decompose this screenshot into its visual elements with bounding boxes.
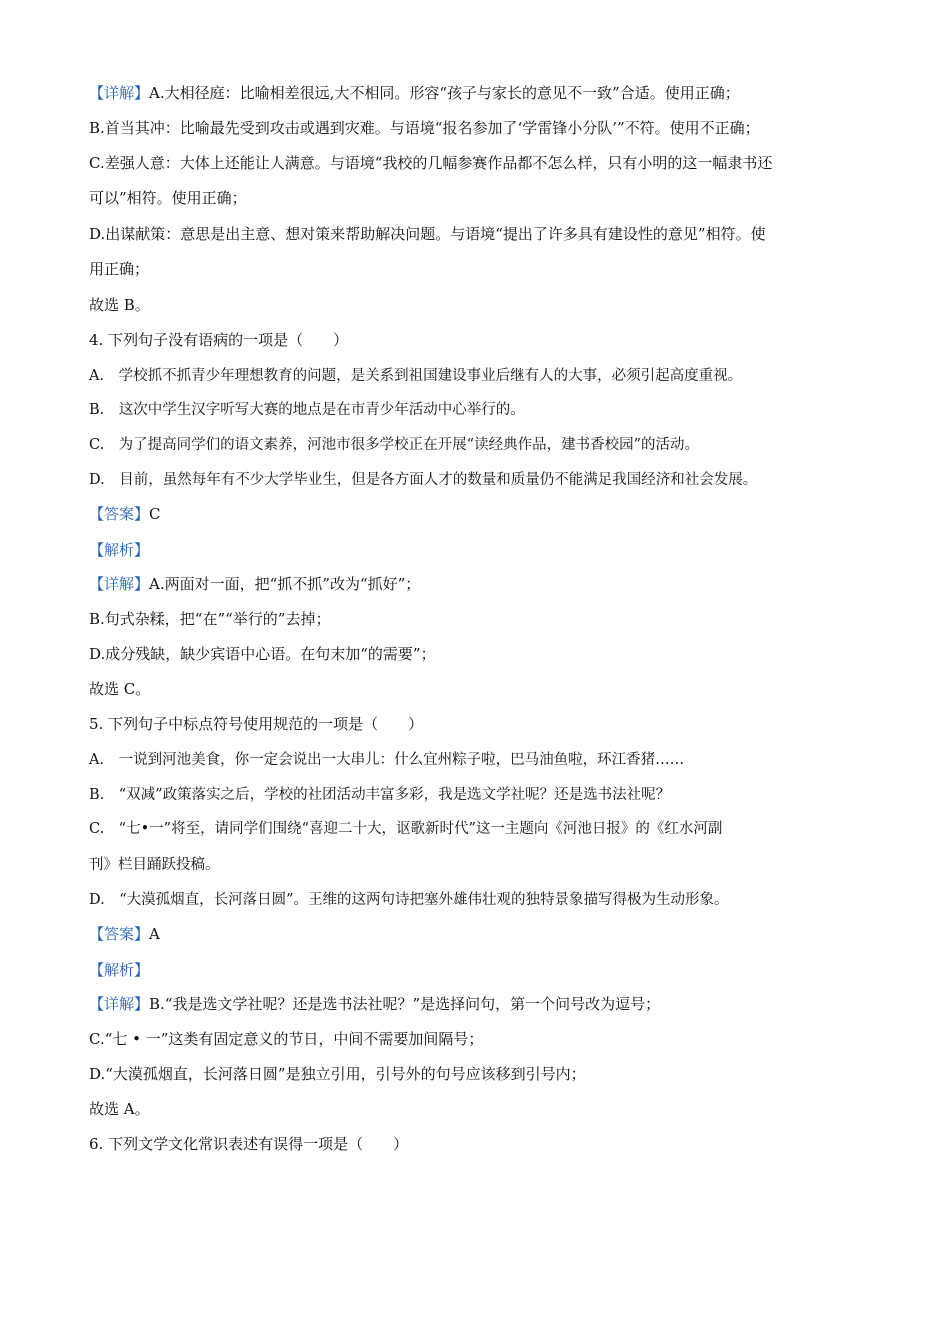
detail-tag: 【详解】 [89, 84, 150, 102]
question-6-stem: 6. 下列文学文化常识表述有误得一项是（ ） [89, 1135, 409, 1153]
question-4-option-c: C. 为了提高同学们的语文素养，河池市很多学校正在开展“读经典作品，建书香校园”的活动。 [89, 437, 700, 453]
answer-tag: 【答案】 [89, 925, 150, 943]
explanation-q4-b: B.句式杂糅，把“在”“举行的”去掉； [89, 610, 331, 628]
explanation-q3-b: B.首当其冲：比喻最先受到攻击或遇到灾难。与语境“报名参加了‘学雷锋小分队’”不符。使用不正确； [89, 119, 760, 137]
question-5-answer: 【答案】A [89, 925, 160, 943]
answer-tag: 【答案】 [89, 505, 150, 523]
explanation-q3-c-line2: 可以”相符。使用正确； [89, 189, 247, 207]
explanation-q4-a: 【详解】A.两面对一面，把“抓不抓”改为“抓好”； [89, 575, 421, 593]
explanation-q3-c-line1: C.差强人意：大体上还能让人满意。与语境“我校的几幅参赛作品都不怎么样，只有小明的这一幅隶书还 [89, 154, 773, 172]
analysis-tag: 【解析】 [89, 541, 150, 559]
question-5-option-b: B. “双减”政策落实之后，学校的社团活动丰富多彩，我是选文学社呢？还是选书法社呢？ [89, 787, 671, 803]
explanation-q5-conclusion: 故选 A。 [89, 1100, 150, 1118]
explanation-q4-d: D.成分残缺，缺少宾语中心语。在句末加“的需要”； [89, 645, 436, 663]
question-4-option-a: A. 学校抓不抓青少年理想教育的问题，是关系到祖国建设事业后继有人的大事，必须引起高度重视。 [89, 368, 743, 384]
explanation-q5-d: D.“大漠孤烟直，长河落日圆”是独立引用，引号外的句号应该移到引号内； [89, 1065, 586, 1083]
question-4-answer: 【答案】C [89, 505, 161, 523]
detail-tag: 【详解】 [89, 995, 150, 1013]
question-4-option-b: B. 这次中学生汉字听写大赛的地点是在市青少年活动中心举行的。 [89, 402, 525, 418]
analysis-tag: 【解析】 [89, 961, 150, 979]
question-4-option-d: D. 目前，虽然每年有不少大学毕业生，但是各方面人才的数量和质量仍不能满足我国经济和社会发展。 [89, 472, 758, 488]
detail-tag: 【详解】 [89, 575, 150, 593]
question-5-analysis-heading [89, 960, 149, 980]
question-5-option-c-line2: 刊》栏目踊跃投稿。 [89, 857, 220, 873]
question-5-option-a: A. 一说到河池美食，你一定会说出一大串儿：什么宜州粽子啦，巴马油鱼啦，环江香猪…… [89, 752, 685, 768]
explanation-q3-a: 【详解】A.大相径庭：比喻相差很远,大不相同。形容“孩子与家长的意见不一致”合适。使用正确； [89, 84, 740, 102]
explanation-q4-conclusion: 故选 C。 [89, 680, 151, 698]
explanation-q5-c: C.“七 • 一”这类有固定意义的节日，中间不需要加间隔号； [89, 1030, 484, 1048]
question-4-stem: 4. 下列句子没有语病的一项是（ ） [89, 331, 349, 349]
explanation-q3-d-line1: D.出谋献策：意思是出主意、想对策来帮助解决问题。与语境“提出了许多具有建设性的意见”相符。使 [89, 225, 766, 243]
explanation-q5-b: 【详解】B.“我是选文学社呢？还是选书法社呢？”是选择问句，第一个问号改为逗号； [89, 995, 661, 1013]
question-5-stem: 5. 下列句子中标点符号使用规范的一项是（ ） [89, 715, 424, 733]
explanation-q3-d-line2: 用正确； [89, 260, 150, 278]
explanation-q3-conclusion: 故选 B。 [89, 296, 150, 314]
question-4-analysis-heading [89, 540, 149, 560]
question-5-option-d: D. “大漠孤烟直，长河落日圆”。王维的这两句诗把塞外雄伟壮观的独特景象描写得极为生动形象。 [89, 892, 729, 908]
question-5-option-c-line1: C. “七•一”将至，请同学们围绕“喜迎二十大，讴歌新时代”这一主题向《河池日报》的《红水河副 [89, 821, 723, 837]
